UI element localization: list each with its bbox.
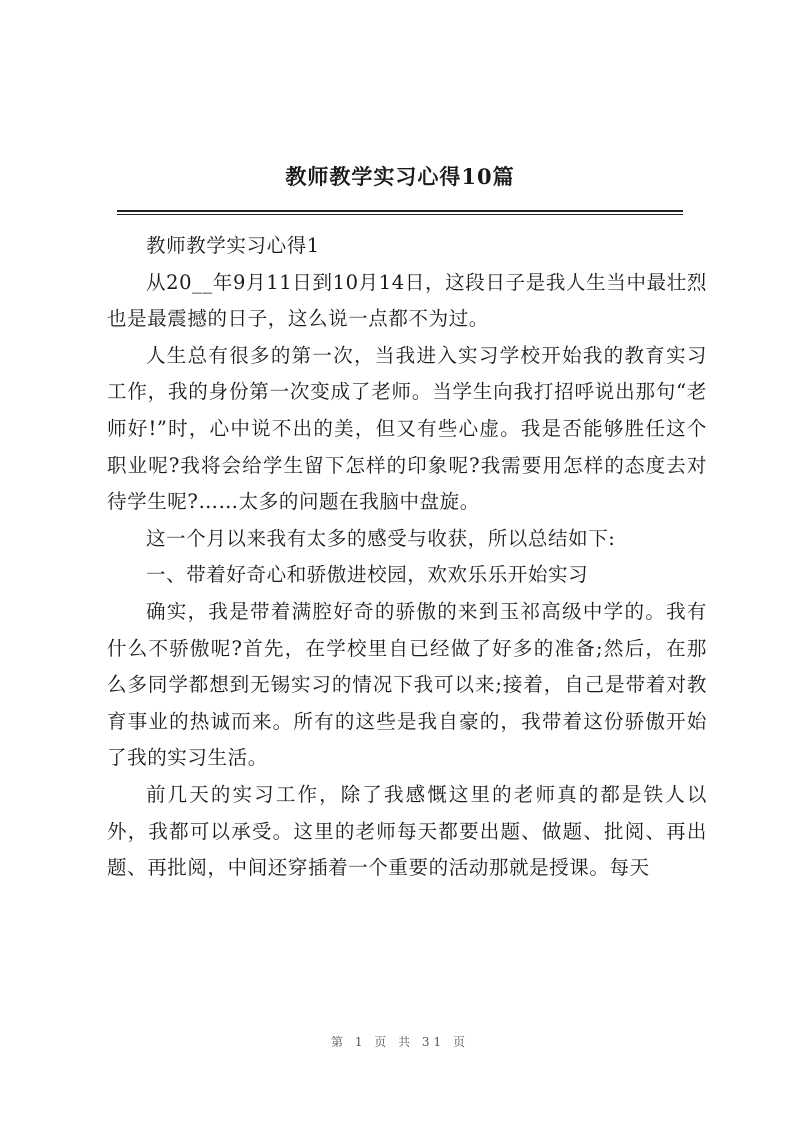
paragraph: 这一个月以来我有太多的感受与收获，所以总结如下: xyxy=(146,526,616,550)
paragraph: 从20__年9月11日到10月14日，这段日子是我人生当中最壮烈也是最震撼的日子，这么说一点都不为过。 xyxy=(107,270,707,331)
document-title: 教师教学实习心得10篇 xyxy=(285,164,515,189)
document-body xyxy=(107,228,707,887)
title-divider xyxy=(117,210,683,212)
section-heading: 教师教学实习心得1 xyxy=(146,234,320,257)
page-footer: 第 1 页 共 31 页 xyxy=(331,1035,469,1049)
paragraph: 人生总有很多的第一次，当我进入实习学校开始我的教育实习工作，我的身份第一次变成了老师。当学生向我打招呼说出那句“老师好!”时，心中说不出的美，但又有些心虚。我是否能够胜任这个职业呢?我将会给学生留下怎样的印象呢?我需要用怎样的态度去对待学生呢?……太多的问题在我脑中盘旋。 xyxy=(107,343,707,514)
subheading: 一、带着好奇心和骄傲进校园，欢欢乐乐开始实习 xyxy=(146,563,589,587)
paragraph: 确实，我是带着满腔好奇的骄傲的来到玉祁高级中学的。我有什么不骄傲呢?首先，在学校里自已经做了好多的准备;然后，在那么多同学都想到无锡实习的情况下我可以来;接着，自己是带着对教育事业的热诚而来。所有的这些是我自豪的，我带着这份骄傲开始了我的实习生活。 xyxy=(107,599,707,770)
paragraph: 前几天的实习工作，除了我感慨这里的老师真的都是铁人以外，我都可以承受。这里的老师每天都要出题、做题、批阅、再出题、再批阅，中间还穿插着一个重要的活动那就是授课。每天 xyxy=(107,782,707,880)
